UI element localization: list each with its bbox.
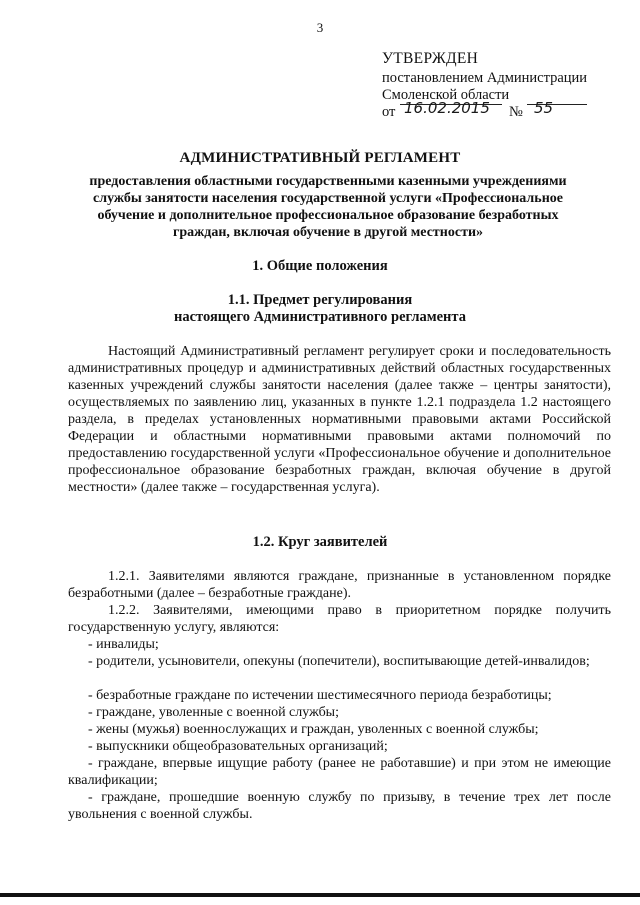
section-1-2-heading: 1.2. Круг заявителей (252, 534, 388, 550)
approval-line-2: Смоленской области (382, 87, 510, 103)
date-prefix: от (382, 104, 396, 120)
section-1-1-heading (0, 292, 640, 326)
section-1-1-line-2: настоящего Административного регламента (174, 309, 466, 325)
list-item: - безработные граждане по истечении шестимесячного периода безработицы; (88, 688, 552, 703)
paragraph-1-2-1: 1.2.1. Заявителями являются граждане, признанные в установленном порядке безработными (далее – безработные граждане). (68, 569, 611, 601)
paragraph-1-1: Настоящий Административный регламент регулирует сроки и последовательность административных процедур и административных действий областных государственных казенных учреждений службы занятости населения (далее также – центры занятости), осуществляемых по заявлению лиц, указанных в пункте 1.2.1 подраздела 1.2 настоящего раздела, в пределах установленных нормативными правовыми актами Российской Федерации и областными нормативными правовыми актами полномочий по предоставлению государственной услуги «Профессиональное обучение и дополнительное профессиональное образование безработных граждан, включая обучение в другой местности» (далее также – государственная услуга). (68, 344, 611, 495)
approval-block (382, 50, 587, 124)
scan-bottom-border (0, 893, 640, 897)
date-handwritten: 16.02.2015 (404, 99, 490, 117)
document-title: АДМИНИСТРАТИВНЫЙ РЕГЛАМЕНТ (179, 150, 461, 166)
paragraph-1-2-2: 1.2.2. Заявителями, имеющими право в приоритетном порядке получить государственную услугу, являются: (68, 603, 611, 635)
number-prefix: № (509, 104, 523, 120)
approval-line-1: постановлением Администрации (382, 70, 588, 86)
list-item: - инвалиды; (88, 637, 159, 652)
approval-date-number (382, 99, 587, 124)
list-item: - родители, усыновители, опекуны (попечители), воспитывающие детей-инвалидов; (88, 654, 590, 669)
list-item: - граждане, уволенные с военной службы; (88, 705, 339, 720)
section-1-heading: 1. Общие положения (252, 258, 388, 274)
document-subtitle: предоставления областными государственными казенными учреждениями службы занятости населения государственной услуги «Профессиональное обучение и дополнительное профессиональное образование безработных граждан, включая обучение в другой местности» (89, 174, 567, 240)
approval-heading: УТВЕРЖДЕН (382, 50, 479, 67)
page-number: 3 (316, 20, 324, 35)
list-item: - граждане, впервые ищущие работу (ранее не работавшие) и при этом не имеющие квалификации; (68, 756, 611, 788)
section-1-1-line-1: 1.1. Предмет регулирования (227, 292, 413, 308)
list-item: - жены (мужья) военнослужащих и граждан, уволенных с военной службы; (88, 722, 539, 737)
number-handwritten: 55 (534, 99, 554, 117)
list-item: - граждане, прошедшие военную службу по призыву, в течение трех лет после увольнения с военной службы. (68, 790, 611, 822)
list-item: - выпускники общеобразовательных организаций; (88, 739, 388, 754)
